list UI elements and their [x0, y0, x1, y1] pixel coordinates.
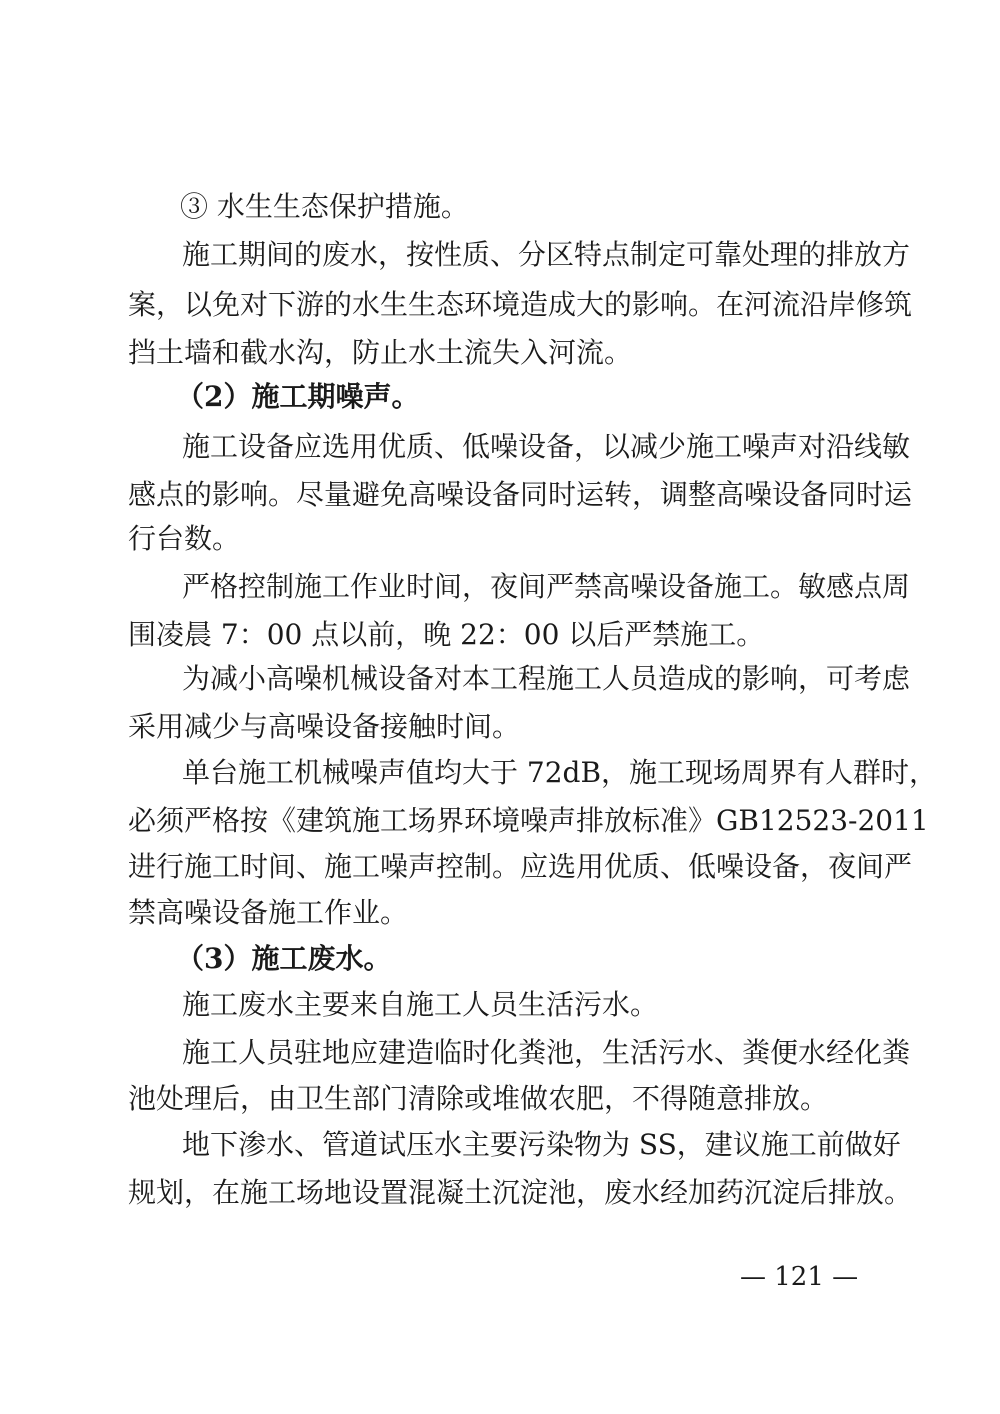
paragraph-line: 严格控制施工作业时间，夜间严禁高噪设备施工。敏感点周 [182, 570, 911, 603]
paragraph-line: 规划，在施工场地设置混凝土沉淀池，废水经加药沉淀后排放。 [128, 1176, 913, 1209]
paragraph-line: 施工设备应选用优质、低噪设备，以减少施工噪声对沿线敏 [182, 430, 911, 463]
page-number: — 121 — [740, 1262, 859, 1292]
paragraph-line: 感点的影响。尽量避免高噪设备同时运转，调整高噪设备同时运 [128, 478, 913, 511]
paragraph-line: 案，以免对下游的水生生态环境造成大的影响。在河流沿岸修筑 [128, 288, 913, 321]
paragraph-line: 挡土墙和截水沟，防止水土流失入河流。 [128, 336, 633, 369]
paragraph-line: 必须严格按《建筑施工场界环境噪声排放标准》GB12523-2011 [128, 804, 929, 837]
paragraph-line: 采用减少与高噪设备接触时间。 [128, 710, 521, 743]
paragraph-line: 为减小高噪机械设备对本工程施工人员造成的影响，可考虑 [182, 662, 911, 695]
paragraph-line: 单台施工机械噪声值均大于 72dB，施工现场周界有人群时， [182, 756, 938, 789]
paragraph-line: 池处理后，由卫生部门清除或堆做农肥，不得随意排放。 [128, 1082, 829, 1115]
paragraph-line: 围凌晨 7：00 点以前，晚 22：00 以后严禁施工。 [128, 618, 765, 651]
paragraph-line: 进行施工时间、施工噪声控制。应选用优质、低噪设备，夜间严 [128, 850, 913, 883]
section-heading-construction-wastewater: （3）施工废水。 [176, 942, 392, 975]
paragraph-line: 施工废水主要来自施工人员生活污水。 [182, 988, 659, 1021]
paragraph-line: 行台数。 [128, 522, 241, 555]
paragraph-line: 施工期间的废水，按性质、分区特点制定可靠处理的排放方 [182, 238, 911, 271]
section-heading-construction-noise: （2）施工期噪声。 [176, 380, 420, 413]
section-heading-aquatic-ecology: ③ 水生生态保护措施。 [180, 190, 469, 223]
paragraph-line: 地下渗水、管道试压水主要污染物为 SS，建议施工前做好 [182, 1128, 901, 1161]
paragraph-line: 禁高噪设备施工作业。 [128, 896, 409, 929]
paragraph-line: 施工人员驻地应建造临时化粪池，生活污水、粪便水经化粪 [182, 1036, 911, 1069]
